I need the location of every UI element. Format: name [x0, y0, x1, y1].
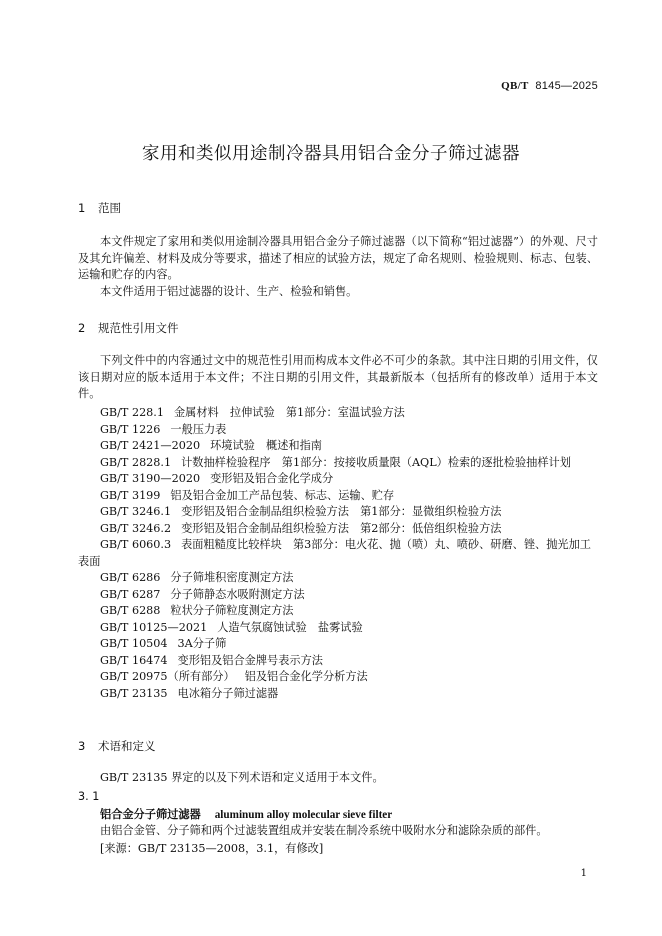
- reference-item: [78, 686, 598, 703]
- reference-code: GB/T 20975（所有部分）: [100, 670, 235, 683]
- reference-item: [78, 422, 598, 439]
- reference-title: 变形铝及铝合金制品组织检验方法 第2部分：低倍组织检验方法: [181, 521, 502, 535]
- reference-code: GB/T 2828.1: [100, 455, 172, 469]
- reference-item: [78, 653, 598, 670]
- reference-title: 计数抽样检验程序 第1部分：按接收质量限（AQL）检索的逐批检验抽样计划: [181, 455, 571, 469]
- reference-code: GB/T 10125—2021: [100, 620, 208, 634]
- reference-title: 变形铝及铝合金牌号表示方法: [177, 653, 323, 667]
- page-number: 1: [580, 868, 587, 879]
- reference-code: GB/T 6288: [100, 604, 161, 617]
- reference-code: GB/T 6286: [100, 571, 161, 584]
- reference-title: 铝及铝合金加工产品包装、标志、运输、贮存: [170, 488, 395, 502]
- reference-title: 粒状分子筛粒度测定方法: [170, 604, 294, 617]
- section-2-heading: 2 规范性引用文件: [78, 321, 179, 335]
- reference-code: GB/T 3190—2020: [100, 472, 201, 485]
- reference-code: GB/T 10504: [100, 637, 168, 650]
- reference-item: [78, 438, 598, 455]
- references-intro-paragraph: 下列文件中的内容通过文中的规范性引用而构成本文件必不可少的条款。其中注日期的引用文件，仅该日期对应的版本适用于本文件；不注日期的引用文件，其最新版本（包括所有的修改单）适用于本文件。: [78, 354, 598, 400]
- document-title: 家用和类似用途制冷器具用铝合金分子筛过滤器: [142, 144, 520, 164]
- term-english: aluminum alloy molecular sieve filter: [214, 809, 393, 821]
- scope-paragraph-2: 本文件适用于铝过滤器的设计、生产、检验和销售。: [100, 285, 358, 298]
- term-source: [来源：GB/T 23135—2008，3.1，有修改]: [100, 842, 324, 855]
- reference-item: [78, 504, 598, 521]
- section-3-heading: 3 术语和定义: [78, 739, 156, 753]
- reference-code: GB/T 16474: [100, 653, 168, 667]
- reference-title: 分子筛堆积密度测定方法: [170, 571, 294, 584]
- reference-title: 环境试验 概述和指南: [210, 439, 322, 452]
- reference-item: [78, 405, 598, 422]
- reference-title: 人造气氛腐蚀试验 盐雾试验: [217, 620, 363, 634]
- reference-title: 一般压力表: [170, 422, 227, 436]
- reference-item: [78, 636, 598, 653]
- reference-title: 分子筛静态水吸附测定方法: [170, 587, 305, 601]
- reference-code: GB/T 23135: [100, 686, 168, 700]
- reference-title: 变形铝及铝合金化学成分: [210, 472, 334, 485]
- section-1-heading: 1 范围: [78, 201, 121, 215]
- reference-title: 金属材料 拉伸试验 第1部分：室温试验方法: [173, 406, 405, 419]
- reference-item: [78, 587, 598, 604]
- term-entry: [100, 806, 392, 822]
- scope-paragraph-1: 本文件规定了家用和类似用途制冷器具用铝合金分子筛过滤器（以下简称“铝过滤器”）的外观、尺寸及其允许偏差、材料及成分等要求，描述了相应的试验方法，规定了命名规则、检验规则、标志、包装、运输和贮存的内容。: [78, 235, 598, 281]
- reference-item: [78, 620, 598, 637]
- reference-item: [78, 455, 598, 472]
- terms-intro-paragraph: GB/T 23135 界定的以及下列术语和定义适用于本文件。: [100, 771, 384, 784]
- reference-code: GB/T 228.1: [100, 406, 164, 419]
- standard-code: QB/T 8145—2025: [501, 80, 598, 92]
- reference-title: 变形铝及铝合金制品组织检验方法 第1部分：显微组织检验方法: [181, 505, 502, 518]
- reference-title: 铝及铝合金化学分析方法: [244, 670, 368, 683]
- reference-title: 电冰箱分子筛过滤器: [177, 686, 279, 700]
- reference-item: [78, 570, 598, 587]
- reference-code: GB/T 6060.3: [100, 538, 172, 551]
- reference-code: GB/T 6287: [100, 587, 161, 601]
- term-chinese: 铝合金分子筛过滤器: [100, 808, 201, 821]
- normative-reference-list: [78, 405, 598, 702]
- reference-code: GB/T 1226: [100, 422, 161, 436]
- reference-item: [78, 669, 598, 686]
- reference-item: [78, 537, 598, 570]
- term-number: 3. 1: [78, 790, 100, 803]
- reference-item: [78, 603, 598, 620]
- reference-title: 3A分子筛: [177, 637, 227, 650]
- reference-title: 表面粗糙度比较样块 第3部分：电火花、抛（喷）丸、喷砂、研磨、锉、抛光加工表面: [78, 538, 591, 568]
- reference-code: GB/T 3246.1: [100, 505, 172, 518]
- reference-item: [78, 471, 598, 488]
- reference-code: GB/T 3246.2: [100, 521, 172, 535]
- reference-code: GB/T 2421—2020: [100, 439, 201, 452]
- reference-item: [78, 521, 598, 538]
- term-definition: 由铝合金管、分子筛和两个过滤装置组成并安装在制冷系统中吸附水分和滤除杂质的部件。: [100, 824, 548, 837]
- reference-code: GB/T 3199: [100, 488, 161, 502]
- reference-item: [78, 488, 598, 505]
